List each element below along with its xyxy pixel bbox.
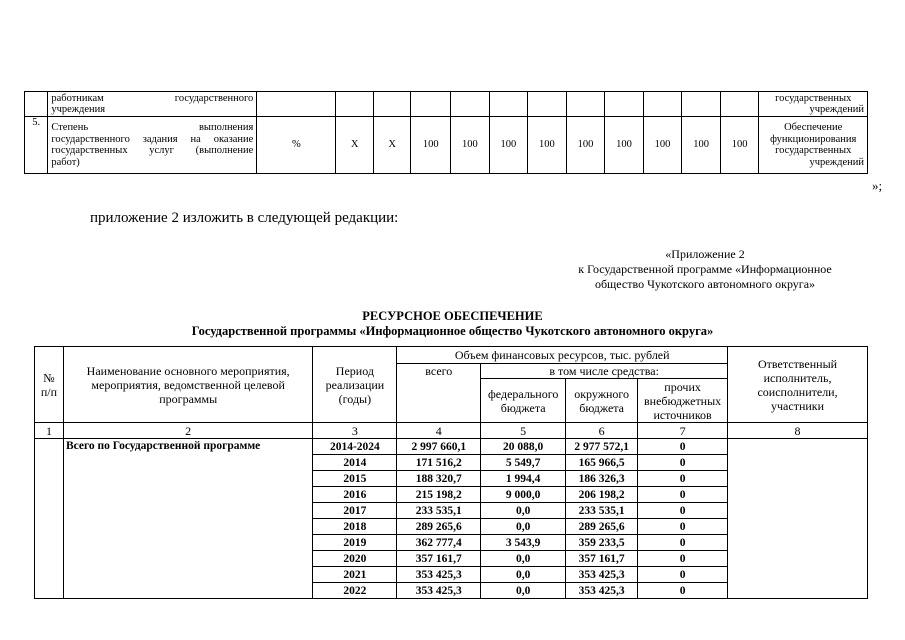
federal-cell: 0,0 — [481, 583, 566, 599]
header-including: в том числе средства: — [481, 364, 728, 379]
value-cell: 100 — [411, 117, 451, 174]
district-cell: 353 425,3 — [566, 583, 638, 599]
period-cell: 2019 — [313, 535, 397, 551]
district-cell: 186 326,3 — [566, 471, 638, 487]
period-cell: 2015 — [313, 471, 397, 487]
district-cell: 357 161,7 — [566, 551, 638, 567]
district-cell: 359 233,5 — [566, 535, 638, 551]
value-cell: 100 — [451, 117, 490, 174]
appendix-note — [560, 247, 850, 292]
district-cell: 165 966,5 — [566, 455, 638, 471]
value-cell: 100 — [605, 117, 644, 174]
column-number: 8 — [728, 423, 868, 439]
table-row — [25, 92, 868, 117]
total-cell: 289 265,6 — [397, 519, 481, 535]
indicator-name: работникам государственного учреждения — [48, 92, 257, 117]
program-total-label: Всего по Государственной программе — [63, 439, 312, 599]
value-cell: 100 — [682, 117, 721, 174]
header-federal: федерального бюджета — [481, 379, 566, 423]
column-number-row — [35, 423, 868, 439]
unit-cell: % — [257, 117, 336, 174]
period-cell: 2016 — [313, 487, 397, 503]
district-cell: 206 198,2 — [566, 487, 638, 503]
table-row — [35, 439, 868, 455]
total-cell: 357 161,7 — [397, 551, 481, 567]
column-number: 6 — [566, 423, 638, 439]
column-number: 2 — [63, 423, 312, 439]
value-cell: Х — [336, 117, 374, 174]
row-number: 5. — [25, 117, 48, 174]
closing-quote: »; — [872, 178, 883, 193]
federal-cell: 0,0 — [481, 519, 566, 535]
total-cell: 353 425,3 — [397, 567, 481, 583]
other-cell: 0 — [638, 519, 728, 535]
unit-cell — [257, 92, 336, 117]
period-cell: 2020 — [313, 551, 397, 567]
period-cell: 2022 — [313, 583, 397, 599]
period-cell: 2014 — [313, 455, 397, 471]
federal-cell: 5 549,7 — [481, 455, 566, 471]
federal-cell: 3 543,9 — [481, 535, 566, 551]
header-row — [35, 347, 868, 364]
header-total: всего — [397, 364, 481, 423]
indicators-table-continued — [24, 91, 868, 174]
other-cell: 0 — [638, 551, 728, 567]
federal-cell: 0,0 — [481, 551, 566, 567]
column-number: 4 — [397, 423, 481, 439]
page-title: РЕСУРСНОЕ ОБЕСПЕЧЕНИЕ — [362, 309, 543, 323]
indicator-name: Степень выполнения государственного задания на оказание государственных услуг (выполнение работ) — [48, 117, 257, 174]
total-cell: 353 425,3 — [397, 583, 481, 599]
total-cell: 362 777,4 — [397, 535, 481, 551]
responsible-cell — [728, 439, 868, 599]
header-period: Период реализации (годы) — [313, 347, 397, 423]
period-cell: 2014-2024 — [313, 439, 397, 455]
district-cell: 2 977 572,1 — [566, 439, 638, 455]
federal-cell: 0,0 — [481, 567, 566, 583]
header-responsible: Ответственный исполнитель, соисполнители, участники — [728, 347, 868, 423]
district-cell: 233 535,1 — [566, 503, 638, 519]
row-number — [35, 439, 64, 599]
header-volume: Объем финансовых ресурсов, тыс. рублей — [397, 347, 728, 364]
other-cell: 0 — [638, 583, 728, 599]
period-cell: 2021 — [313, 567, 397, 583]
federal-cell: 1 994,4 — [481, 471, 566, 487]
total-cell: 171 516,2 — [397, 455, 481, 471]
other-cell: 0 — [638, 455, 728, 471]
federal-cell: 9 000,0 — [481, 487, 566, 503]
header-name: Наименование основного мероприятия, мероприятия, ведомственной целевой программы — [63, 347, 312, 423]
other-cell: 0 — [638, 503, 728, 519]
value-cell: Х — [373, 117, 411, 174]
federal-cell: 20 088,0 — [481, 439, 566, 455]
table-row — [25, 117, 868, 174]
value-cell: 100 — [528, 117, 567, 174]
value-cell: 100 — [566, 117, 605, 174]
total-cell: 215 198,2 — [397, 487, 481, 503]
other-cell: 0 — [638, 471, 728, 487]
appendix-line: к Государственной программе «Информационное — [578, 262, 832, 276]
other-cell: 0 — [638, 487, 728, 503]
responsible-cell: Обеспечение функционирования государственных учреждений — [759, 117, 868, 174]
period-cell: 2017 — [313, 503, 397, 519]
instruction-text: приложение 2 изложить в следующей редакции: — [90, 210, 399, 226]
other-cell: 0 — [638, 439, 728, 455]
header-num: № п/п — [35, 347, 64, 423]
column-number: 3 — [313, 423, 397, 439]
total-cell: 233 535,1 — [397, 503, 481, 519]
federal-cell: 0,0 — [481, 503, 566, 519]
responsible-cell: государственных учреждений — [759, 92, 868, 117]
row-number — [25, 92, 48, 117]
other-cell: 0 — [638, 567, 728, 583]
total-cell: 188 320,7 — [397, 471, 481, 487]
column-number: 1 — [35, 423, 64, 439]
district-cell: 353 425,3 — [566, 567, 638, 583]
page-subtitle: Государственной программы «Информационное общество Чукотского автономного округа» — [191, 324, 714, 338]
period-cell: 2018 — [313, 519, 397, 535]
district-cell: 289 265,6 — [566, 519, 638, 535]
value-cell: 100 — [720, 117, 759, 174]
header-other: прочих внебюджетных источников — [638, 379, 728, 423]
total-cell: 2 997 660,1 — [397, 439, 481, 455]
column-number: 5 — [481, 423, 566, 439]
appendix-line: «Приложение 2 — [665, 247, 745, 261]
column-number: 7 — [638, 423, 728, 439]
header-district: окружного бюджета — [566, 379, 638, 423]
value-cell: 100 — [643, 117, 682, 174]
other-cell: 0 — [638, 535, 728, 551]
resource-table — [34, 346, 868, 599]
value-cell: 100 — [489, 117, 528, 174]
appendix-line: общество Чукотского автономного округа» — [594, 277, 816, 291]
